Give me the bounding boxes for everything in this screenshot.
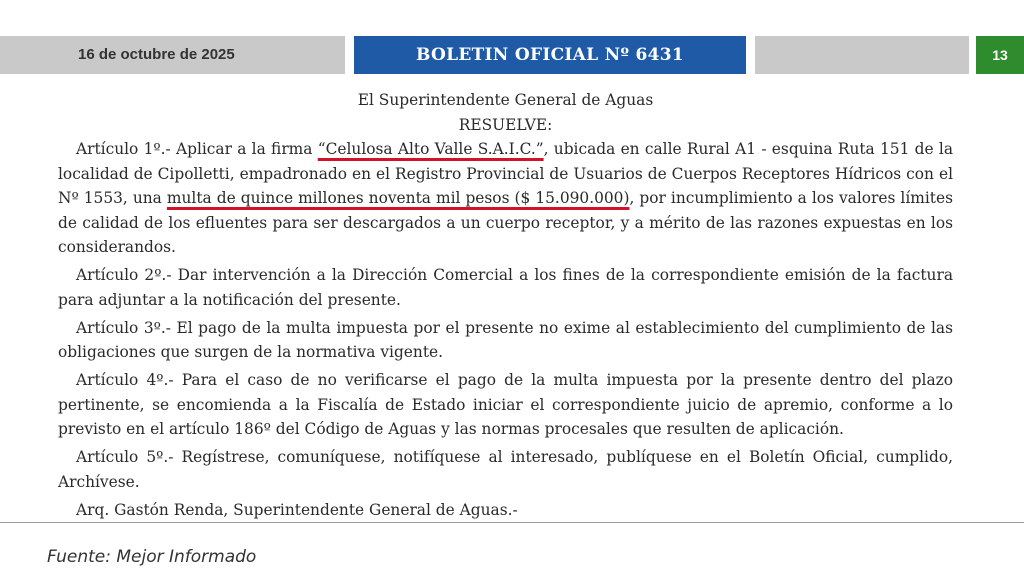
- article-4: Artículo 4º.- Para el caso de no verificarse el pago de la multa impuesta por la presente dentro del plazo pertinente, se encomienda a la Fiscalía de Estado iniciar el correspondiente juicio de apremio, conforme a lo previsto en el artículo 186º del Código de Aguas y las normas procesales que resulten de aplicación.: [58, 371, 953, 438]
- resolution-body: [58, 88, 953, 522]
- fine-amount-highlight: multa de quince millones noventa mil pesos ($ 15.090.000): [166, 189, 630, 207]
- source-caption: Fuente: Mejor Informado: [47, 547, 257, 567]
- page-number-badge: 13: [976, 36, 1024, 74]
- article-1: [58, 137, 953, 260]
- article-2: Artículo 2º.- Dar intervención a la Dirección Comercial a los fines de la correspondiente emisión de la factura para adjuntar a la notificación del presente.: [58, 266, 953, 309]
- header-date: 16 de octubre de 2025: [0, 36, 345, 74]
- article-1-middle: , ubicada en calle Rural A1 - esquina Ruta 151 de la localidad de Cipolletti, empadronado en el Registro Provincial de Usuarios de Cuerpos Receptores Hídricos con el Nº 1553, una: [58, 140, 954, 207]
- bulletin-header: [0, 36, 1024, 74]
- article-3: Artículo 3º.- El pago de la multa impuesta por el presente no exime al establecimiento del cumplimiento de las obligaciones que surgen de la normativa vigente.: [58, 318, 953, 361]
- resolve-heading: RESUELVE:: [458, 115, 553, 134]
- signature: Arq. Gastón Renda, Superintendente General de Aguas.-: [76, 500, 518, 519]
- resolution-heading: El Superintendente General de Aguas: [357, 91, 654, 109]
- header-title: BOLETIN OFICIAL Nº 6431: [354, 36, 746, 74]
- article-5: Artículo 5º.- Regístrese, comuníquese, notifíquese al interesado, publíquese en el Boletín Oficial, cumplido, Archívese.: [58, 448, 953, 491]
- article-1-suffix: , por incumplimiento a los valores límites de calidad de los efluentes para ser descargados a un cuerpo receptor, y a mérito de las razones expuestas en los considerandos.: [58, 189, 953, 256]
- divider: [0, 522, 1024, 523]
- company-name-highlight: “Celulosa Alto Valle S.A.I.C.”: [317, 140, 544, 158]
- article-1-prefix: Artículo 1º.- Aplicar a la firma: [76, 140, 318, 158]
- header-gray-bar: [755, 36, 969, 74]
